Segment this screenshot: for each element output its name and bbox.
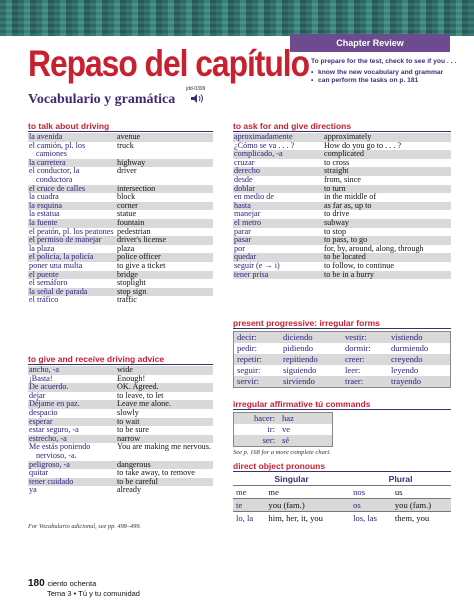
vocab-note: For Vocabulario adicional, see pp. 498–499. bbox=[28, 523, 141, 530]
spanish-term: desde bbox=[234, 174, 253, 184]
progressive-row bbox=[234, 376, 450, 387]
spanish-term: la cuadra bbox=[29, 192, 59, 202]
affirmative-note: See p. 168 for a more complete chart. bbox=[233, 449, 331, 456]
spanish-term: hasta bbox=[234, 200, 251, 210]
english-term: subway bbox=[324, 217, 350, 227]
review-item: • know the new vocabulary and grammar bbox=[311, 69, 461, 77]
command-row bbox=[234, 413, 332, 424]
verb-infinitive: pedir: bbox=[237, 343, 258, 353]
page-number-words: ciento ochenta bbox=[47, 579, 97, 588]
spanish-term: el camión, pl. los camiones bbox=[29, 140, 86, 159]
spanish-term: la plaza bbox=[29, 243, 55, 253]
spanish-term: ¡Basta! bbox=[29, 373, 53, 383]
pronoun-row bbox=[233, 512, 451, 525]
spanish-term: De acuerdo. bbox=[29, 382, 69, 392]
spanish-term: quitar bbox=[29, 468, 49, 478]
english-term: fountain bbox=[117, 217, 145, 227]
verb-infinitive: seguir: bbox=[237, 365, 261, 375]
english-term: traffic bbox=[117, 295, 137, 305]
english-term: straight bbox=[324, 166, 349, 176]
english-term: to give a ticket bbox=[117, 260, 166, 270]
verb-infinitive: hacer: bbox=[254, 413, 275, 423]
verb-infinitive: servir: bbox=[237, 376, 259, 386]
spanish-term: doblar bbox=[234, 183, 255, 193]
verb-infinitive: vestir: bbox=[345, 332, 367, 342]
plural-header: Plural bbox=[350, 473, 451, 486]
chapter-review-tab: Chapter Review bbox=[290, 34, 450, 52]
english-term: driver bbox=[117, 166, 137, 176]
page-title: Repaso del capítulo bbox=[28, 43, 309, 84]
spanish-term: ¿Cómo se va . . . ? bbox=[234, 140, 295, 150]
spanish-term: la estatua bbox=[29, 209, 60, 219]
english-term: to take away, to remove bbox=[117, 468, 195, 478]
vocab-row bbox=[28, 486, 213, 495]
english-term: to be in a hurry bbox=[324, 269, 375, 279]
gerund: durmiendo bbox=[391, 343, 429, 353]
review-checklist bbox=[311, 58, 461, 85]
english-term: truck bbox=[117, 140, 134, 150]
english-term: to stop bbox=[324, 226, 347, 236]
english-term: to be sure bbox=[117, 425, 149, 435]
spanish-term: Déjame en paz. bbox=[29, 399, 80, 409]
english-term: stop sign bbox=[117, 286, 147, 296]
english-term: corner bbox=[117, 200, 138, 210]
spanish-term: aproximadamente bbox=[234, 132, 293, 141]
pronoun: los, las bbox=[350, 512, 392, 525]
english-term: bridge bbox=[117, 269, 138, 279]
english-term: stoplight bbox=[117, 278, 146, 288]
english-term: to wait bbox=[117, 416, 140, 426]
spanish-term: cruzar bbox=[234, 157, 255, 167]
command-form: haz bbox=[282, 413, 294, 423]
divider bbox=[233, 409, 451, 410]
spanish-term: por bbox=[234, 243, 245, 253]
english-term: Leave me alone. bbox=[117, 399, 171, 409]
spanish-term: seguir (e → i) bbox=[234, 260, 280, 270]
spanish-term: el permiso de manejar bbox=[29, 235, 102, 245]
verb-infinitive: traer: bbox=[345, 376, 364, 386]
page-number bbox=[28, 578, 96, 589]
spanish-term: la fuente bbox=[29, 217, 58, 227]
spanish-term: tener cuidado bbox=[29, 476, 74, 486]
pronoun-row bbox=[233, 499, 451, 512]
chapter-footer: Tema 3 • Tú y tu comunidad bbox=[47, 589, 140, 598]
review-intro: To prepare for the test, check to see if you . . . bbox=[311, 58, 457, 65]
progressive-row bbox=[234, 332, 450, 343]
command-row bbox=[234, 435, 332, 446]
progressive-row bbox=[234, 365, 450, 376]
english-term: from, since bbox=[324, 174, 361, 184]
gerund: pidiendo bbox=[283, 343, 314, 353]
audio-code: jdd-0399 bbox=[186, 86, 206, 92]
progressive-table bbox=[233, 331, 451, 388]
singular-header: Singular bbox=[233, 473, 350, 486]
meaning: you (fam.) bbox=[265, 499, 350, 512]
gerund: vistiendo bbox=[391, 332, 423, 342]
pronoun-row bbox=[233, 486, 451, 499]
english-term: avenue bbox=[117, 132, 141, 141]
spanish-term: pasar bbox=[234, 235, 252, 245]
english-term: to pass, to go bbox=[324, 235, 368, 245]
vocab-row bbox=[28, 296, 213, 305]
advice-heading: to give and receive driving advice bbox=[28, 354, 165, 364]
english-term: to be located bbox=[324, 252, 366, 262]
english-term: to cross bbox=[324, 157, 350, 167]
pronoun: me bbox=[233, 486, 265, 499]
gerund: creyendo bbox=[391, 354, 423, 364]
spanish-term: el cruce de calles bbox=[29, 183, 86, 193]
pronouns-heading: direct object pronouns bbox=[233, 461, 326, 471]
verb-infinitive: dormir: bbox=[345, 343, 371, 353]
meaning: me bbox=[265, 486, 350, 499]
progressive-heading: present progressive: irregular forms bbox=[233, 318, 380, 328]
driving-heading: to talk about driving bbox=[28, 121, 110, 131]
pronoun: os bbox=[350, 499, 392, 512]
spanish-term: el puente bbox=[29, 269, 59, 279]
spanish-term: la carretera bbox=[29, 157, 66, 167]
divider bbox=[233, 471, 451, 472]
gerund: leyendo bbox=[391, 365, 419, 375]
english-term: for, by, around, along, through bbox=[324, 243, 424, 253]
spanish-term: poner una multa bbox=[29, 260, 83, 270]
spanish-term: el conductor, la conductora bbox=[29, 166, 80, 184]
meaning: us bbox=[392, 486, 451, 499]
english-term: Enough! bbox=[117, 373, 146, 383]
english-term: driver's license bbox=[117, 235, 166, 245]
meaning: him, her, it, you bbox=[265, 512, 350, 525]
spanish-term: esperar bbox=[29, 416, 53, 426]
command-row bbox=[234, 424, 332, 435]
meaning: you (fam.) bbox=[392, 499, 451, 512]
english-term: as far as, up to bbox=[324, 200, 372, 210]
verb-infinitive: repetir: bbox=[237, 354, 262, 364]
gerund: trayendo bbox=[391, 376, 422, 386]
page-number-value: 180 bbox=[28, 578, 45, 589]
spanish-term: la avenida bbox=[29, 132, 63, 141]
divider bbox=[233, 328, 451, 329]
spanish-term: el metro bbox=[234, 217, 262, 227]
english-term: pedestrian bbox=[117, 226, 151, 236]
spanish-term: ancho, -a bbox=[29, 365, 60, 374]
pronoun-table bbox=[233, 473, 451, 524]
command-form: sé bbox=[282, 435, 290, 445]
vocab-row bbox=[233, 271, 451, 280]
spanish-term: despacio bbox=[29, 407, 58, 417]
gerund: repitiendo bbox=[283, 354, 318, 364]
pronoun: te bbox=[233, 499, 265, 512]
english-term: police officer bbox=[117, 252, 161, 262]
spanish-term: el policía, la policía bbox=[29, 252, 94, 262]
english-term: approximately bbox=[324, 132, 372, 141]
english-term: plaza bbox=[117, 243, 135, 253]
english-term: highway bbox=[117, 157, 146, 167]
advice-vocab-list bbox=[28, 366, 213, 495]
verb-infinitive: creer: bbox=[345, 354, 365, 364]
progressive-row bbox=[234, 343, 450, 354]
spanish-term: estar seguro, -a bbox=[29, 425, 79, 435]
driving-vocab-list bbox=[28, 133, 213, 305]
spanish-term: quedar bbox=[234, 252, 257, 262]
spanish-term: dejar bbox=[29, 390, 46, 400]
english-term: to follow, to continue bbox=[324, 260, 394, 270]
spanish-term: el semáforo bbox=[29, 278, 68, 288]
english-term: already bbox=[117, 485, 142, 495]
spanish-term: Me estás poniendo nervioso, -a. bbox=[29, 442, 91, 460]
english-term: in the middle of bbox=[324, 192, 377, 202]
english-term: intersection bbox=[117, 183, 156, 193]
verb-infinitive: leer: bbox=[345, 365, 361, 375]
speaker-icon[interactable] bbox=[190, 93, 204, 104]
spanish-term: el tráfico bbox=[29, 295, 59, 305]
command-form: ve bbox=[282, 424, 291, 434]
gerund: sirviendo bbox=[283, 376, 315, 386]
english-term: to be careful bbox=[117, 476, 158, 486]
gerund: diciendo bbox=[283, 332, 313, 342]
pronoun: lo, la bbox=[233, 512, 265, 525]
english-term: OK. Agreed. bbox=[117, 382, 159, 392]
spanish-term: la señal de parada bbox=[29, 286, 88, 296]
pronoun: nos bbox=[350, 486, 392, 499]
directions-heading: to ask for and give directions bbox=[233, 121, 352, 131]
vocab-row bbox=[28, 142, 213, 159]
meaning: them, you bbox=[392, 512, 451, 525]
vocab-row bbox=[28, 443, 213, 460]
gerund: siguiendo bbox=[283, 365, 317, 375]
verb-infinitive: decir: bbox=[237, 332, 257, 342]
english-term: statue bbox=[117, 209, 137, 219]
progressive-row bbox=[234, 354, 450, 365]
english-term: wide bbox=[117, 365, 133, 374]
english-term: dangerous bbox=[117, 459, 151, 469]
english-term: You are making me nervous. bbox=[117, 442, 211, 452]
spanish-term: tener prisa bbox=[234, 269, 269, 279]
spanish-term: complicado, -a bbox=[234, 149, 283, 159]
spanish-term: manejar bbox=[234, 209, 261, 219]
verb-infinitive: ser: bbox=[262, 435, 275, 445]
spanish-term: en medio de bbox=[234, 192, 275, 202]
spanish-term: estrecho, -a bbox=[29, 433, 67, 443]
verb-infinitive: ir: bbox=[267, 424, 275, 434]
review-item: • can perform the tasks on p. 181 bbox=[311, 77, 461, 85]
vocab-row bbox=[28, 167, 213, 184]
affirmative-heading: irregular affirmative tú commands bbox=[233, 399, 371, 409]
english-term: to leave, to let bbox=[117, 390, 164, 400]
page-subtitle: Vocabulario y gramática bbox=[28, 92, 176, 107]
spanish-term: el peatón, pl. los peatones bbox=[29, 226, 114, 236]
english-term: complicated bbox=[324, 149, 365, 159]
spanish-term: parar bbox=[234, 226, 251, 236]
spanish-term: derecho bbox=[234, 166, 260, 176]
spanish-term: ya bbox=[29, 485, 37, 495]
spanish-term: peligroso, -a bbox=[29, 459, 70, 469]
spanish-term: la esquina bbox=[29, 200, 62, 210]
english-term: narrow bbox=[117, 433, 141, 443]
decorative-banner bbox=[0, 0, 474, 36]
directions-vocab-list bbox=[233, 133, 451, 279]
english-term: slowly bbox=[117, 407, 139, 417]
english-term: to turn bbox=[324, 183, 346, 193]
affirmative-table bbox=[233, 412, 333, 447]
english-term: to drive bbox=[324, 209, 350, 219]
english-term: How do you go to . . . ? bbox=[324, 140, 402, 150]
english-term: block bbox=[117, 192, 136, 202]
